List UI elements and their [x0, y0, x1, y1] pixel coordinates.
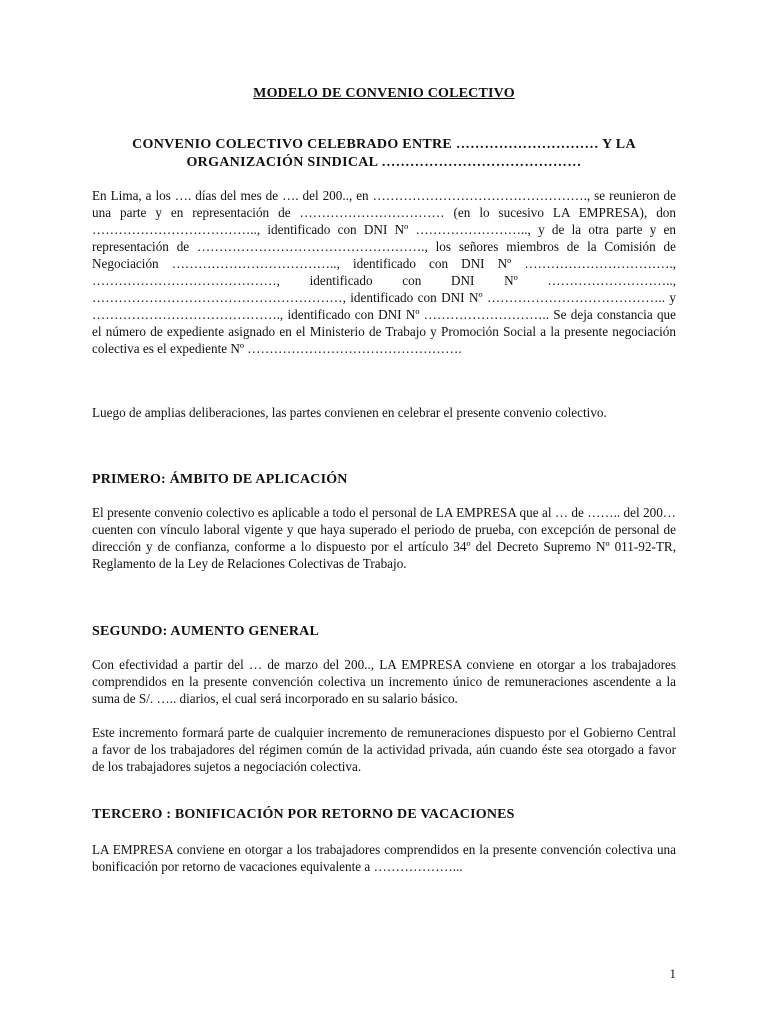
page-number: 1 [669, 966, 676, 981]
section-heading-primero: PRIMERO: ÁMBITO DE APLICACIÓN [92, 472, 348, 487]
document-title: MODELO DE CONVENIO COLECTIVO [253, 86, 515, 101]
section-body-tercero: LA EMPRESA conviene en otorgar a los trabajadores comprendidos en la presente convención colectiva una bonificación por retorno de vacaciones equivalente a ………………... [92, 842, 676, 874]
document-page [92, 0, 676, 1024]
subtitle-line-2: ORGANIZACIÓN SINDICAL …………………………………… [186, 155, 582, 170]
section-body-segundo-continued: Este incremento formará parte de cualquier incremento de remuneraciones dispuesto por el Gobierno Central a favor de los trabajadores del régimen común de la actividad privada, aún cuando éste sea otorgado a favor de los trabajadores sujetos a negociación colectiva. [92, 725, 676, 774]
section-heading-tercero: TERCERO : BONIFICACIÓN POR RETORNO DE VACACIONES [92, 807, 515, 822]
intro-paragraph: En Lima, a los …. días del mes de …. del 200.., en …………………………………………., se reunieron de una parte y en representación de …………………………… (en lo sucesivo LA EMPRESA), don ……………………………….., identificado con DNI Nº …………………….., y de la otra parte y en representación de ……………………………………………., los señores miembros de la Comisión de Negociación ……………………………….., identificado con DNI Nº ……………………………., ……………………………………, identificado con DNI Nº ……………………….., …………………………………………………, identificado con DNI Nº ………………………………….. y ……………………………………., identificado con DNI Nº ……………………….. Se deja constancia que el número de expediente asignado en el Ministerio de Trabajo y Promoción Social a la presente negociación colectiva es el expediente Nº …………………………………………. [92, 188, 676, 356]
subtitle-line-1: CONVENIO COLECTIVO CELEBRADO ENTRE ………………………… Y LA [132, 137, 636, 152]
deliberation-paragraph: Luego de amplias deliberaciones, las partes convienen en celebrar el presente convenio colectivo. [92, 405, 607, 420]
section-heading-segundo: SEGUNDO: AUMENTO GENERAL [92, 624, 320, 639]
document-subtitle [92, 136, 676, 172]
section-body-segundo: Con efectividad a partir del … de marzo del 200.., LA EMPRESA conviene en otorgar a los trabajadores comprendidos en la presente convención colectiva un incremento único de remuneraciones ascendente a la suma de S/. ….. diarios, el cual será incorporado en su salario básico. [92, 657, 676, 706]
section-body-primero: El presente convenio colectivo es aplicable a todo el personal de LA EMPRESA que al … de …….. del 200… cuenten con vínculo laboral vigente y que haya superado el periodo de prueba, con excepción de personal de dirección y de confianza, conforme a lo dispuesto por el artículo 34º del Decreto Supremo Nº 011-92-TR, Reglamento de la Ley de Relaciones Colectivas de Trabajo. [92, 505, 676, 571]
